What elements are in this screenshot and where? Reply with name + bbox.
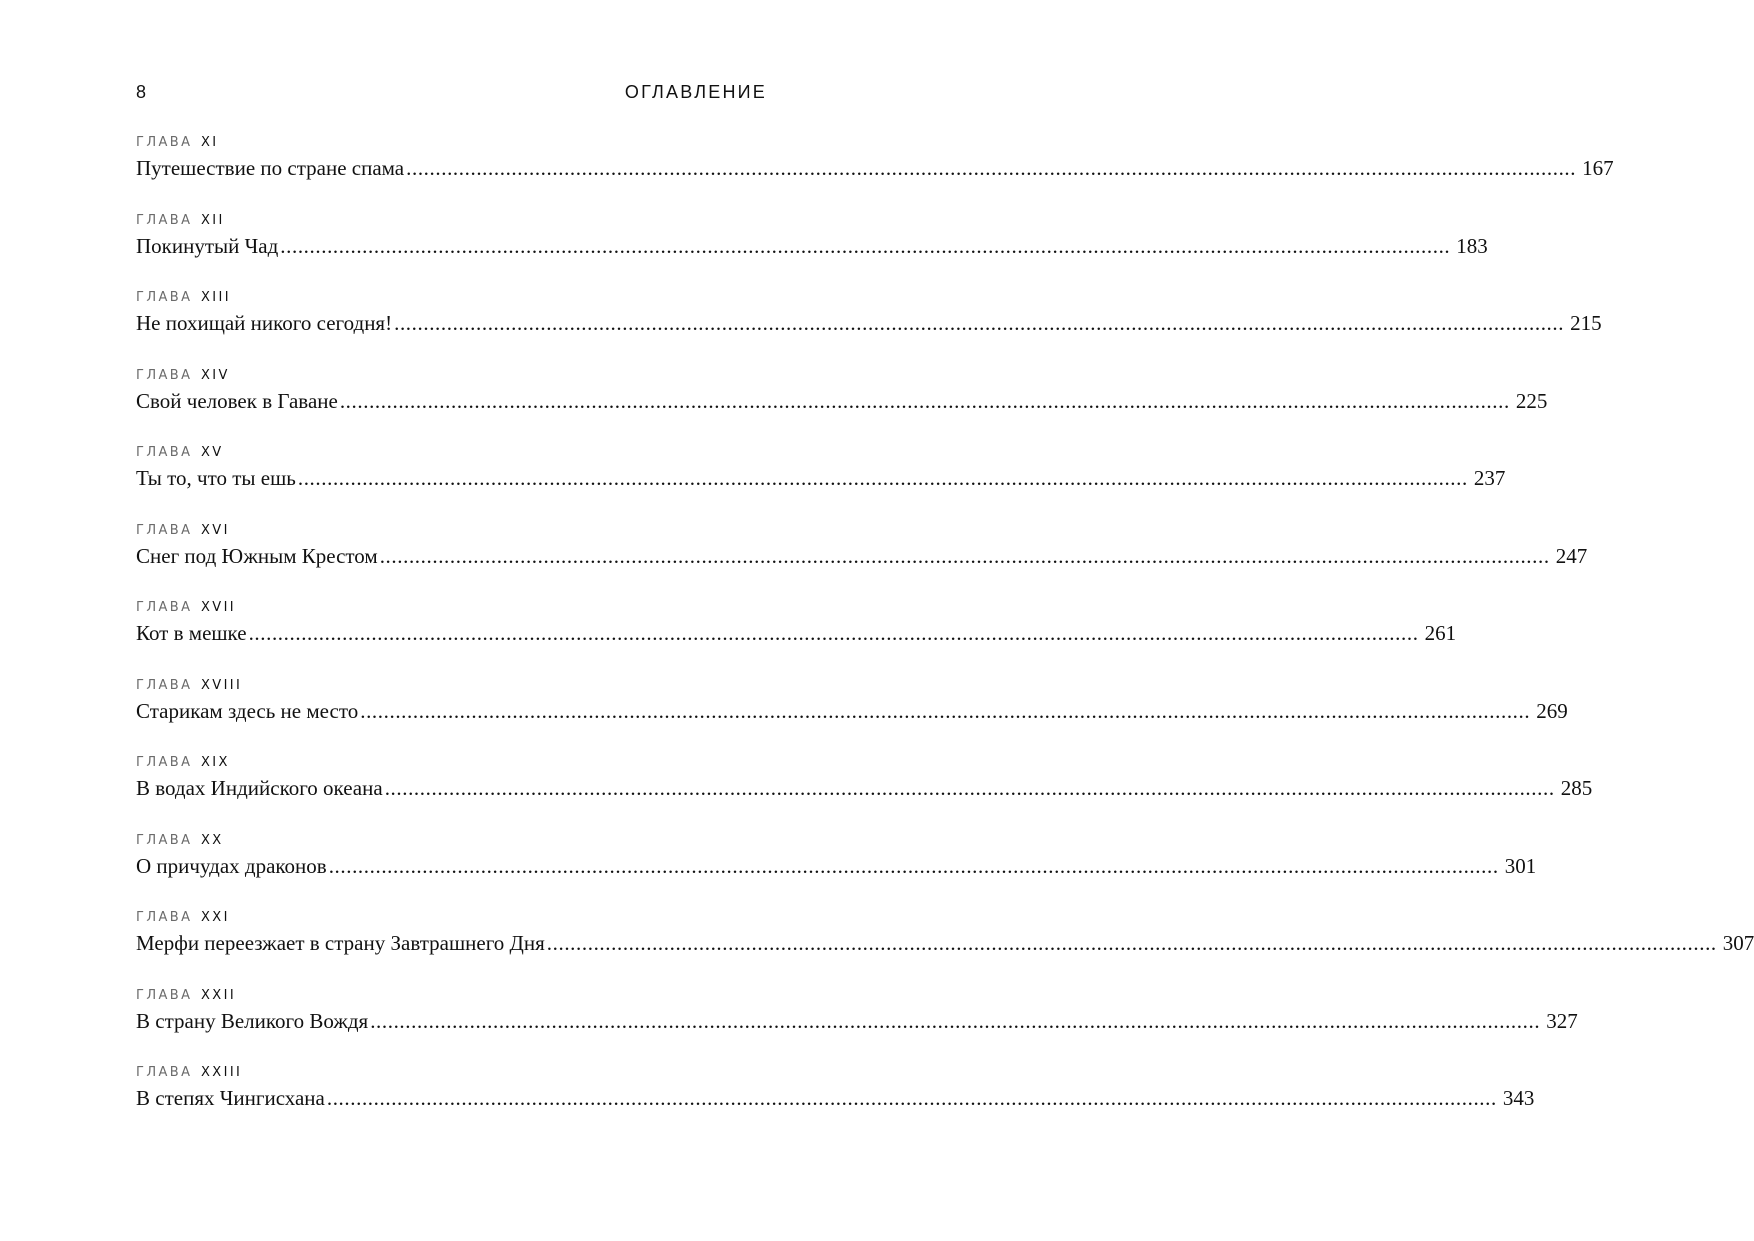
chapter-title: Ты то, что ты ешь: [136, 466, 296, 490]
toc-line: [136, 852, 1537, 880]
toc-entry[interactable]: [136, 443, 1506, 521]
chapter-page-number: 183: [1456, 233, 1488, 258]
chapter-title: Снег под Южным Крестом: [136, 543, 378, 568]
chapter-page-number: 269: [1536, 698, 1568, 723]
chapter-numeral: XX: [200, 832, 224, 848]
chapter-word: ГЛАВА: [136, 522, 193, 538]
chapter-title: Мерфи переезжает в страну Завтрашнего Дня: [136, 931, 545, 955]
dot-leader: ........................................................................................................................................................................................................: [326, 1086, 1497, 1110]
dot-leader: ........................................................................................................................................................................................................: [339, 388, 1510, 413]
chapter-label: [136, 1063, 242, 1083]
toc-line: [136, 542, 1588, 570]
toc-line: [136, 309, 1602, 337]
chapter-page-number: 225: [1515, 388, 1548, 413]
chapter-page-number: 285: [1560, 776, 1593, 800]
chapter-label: [136, 598, 236, 618]
toc-entry[interactable]: [136, 1063, 1535, 1141]
chapter-title: Не похищай никого сегодня!: [136, 311, 393, 335]
toc-entry[interactable]: [136, 986, 1578, 1064]
chapter-numeral: XVIII: [200, 677, 243, 693]
chapter-word: ГЛАВА: [136, 600, 193, 615]
toc-entry[interactable]: [136, 366, 1548, 444]
chapter-numeral: XXIII: [200, 1065, 243, 1080]
chapter-title: В водах Индийского океана: [136, 776, 383, 800]
chapter-label: [136, 676, 242, 696]
chapter-page-number: 215: [1570, 311, 1602, 335]
chapter-numeral: XXI: [200, 910, 230, 925]
chapter-label: [136, 831, 224, 851]
chapter-word: ГЛАВА: [136, 910, 193, 925]
chapter-page-number: 327: [1546, 1008, 1578, 1033]
table-of-contents: [136, 133, 1754, 1141]
page-number: 8: [136, 81, 147, 102]
toc-entry[interactable]: [136, 753, 1593, 831]
chapter-label: [136, 986, 236, 1006]
toc-entry[interactable]: [136, 521, 1588, 599]
chapter-title: О причудах драконов: [136, 853, 327, 878]
chapter-numeral: XI: [200, 135, 219, 150]
toc-line: [136, 697, 1568, 725]
chapter-label: [136, 133, 219, 153]
dot-leader: ........................................................................................................................................................................................................: [370, 1008, 1541, 1033]
chapter-numeral: XVII: [200, 600, 237, 615]
chapter-title: Старикам здесь не место: [136, 698, 359, 723]
chapter-title: Свой человек в Гаване: [136, 388, 338, 413]
chapter-label: [136, 753, 230, 773]
toc-line: [136, 774, 1593, 802]
toc-line: [136, 232, 1488, 260]
dot-leader: ........................................................................................................................................................................................................: [297, 466, 1468, 490]
dot-leader: ........................................................................................................................................................................................................: [328, 853, 1499, 878]
toc-entry[interactable]: [136, 288, 1602, 366]
chapter-page-number: 261: [1424, 621, 1457, 645]
chapter-label: [136, 366, 230, 386]
chapter-title: Путешествие по стране спама: [136, 156, 405, 180]
chapter-page-number: 343: [1502, 1086, 1535, 1110]
toc-line: [136, 929, 1754, 957]
toc-entry[interactable]: [136, 831, 1537, 909]
toc-entry[interactable]: [136, 211, 1488, 289]
dot-leader: ........................................................................................................................................................................................................: [248, 621, 1419, 645]
chapter-page-number: 247: [1555, 543, 1588, 568]
chapter-word: ГЛАВА: [136, 445, 193, 460]
chapter-word: ГЛАВА: [136, 677, 193, 693]
chapter-word: ГЛАВА: [136, 987, 193, 1003]
chapter-numeral: XV: [200, 445, 224, 460]
dot-leader: ........................................................................................................................................................................................................: [280, 233, 1451, 258]
chapter-word: ГЛАВА: [136, 135, 193, 150]
chapter-page-number: 167: [1582, 156, 1614, 180]
chapter-word: ГЛАВА: [136, 832, 193, 848]
chapter-page-number: 307: [1722, 931, 1754, 955]
chapter-title: Покинутый Чад: [136, 233, 279, 258]
chapter-page-number: 301: [1504, 853, 1537, 878]
chapter-title: В степях Чингисхана: [136, 1086, 325, 1110]
chapter-page-number: 237: [1473, 466, 1506, 490]
chapter-label: [136, 521, 230, 541]
chapter-title: В страну Великого Вождя: [136, 1008, 369, 1033]
toc-entry[interactable]: [136, 908, 1754, 986]
toc-line: [136, 154, 1614, 182]
chapter-numeral: XVI: [200, 522, 230, 538]
dot-leader: ........................................................................................................................................................................................................: [360, 698, 1531, 723]
dot-leader: ........................................................................................................................................................................................................: [394, 311, 1565, 335]
chapter-label: [136, 288, 231, 308]
chapter-numeral: XII: [200, 212, 225, 228]
toc-line: [136, 464, 1506, 492]
chapter-label: [136, 908, 230, 928]
chapter-numeral: XIX: [200, 755, 230, 770]
section-title: ОГЛАВЛЕНИЕ: [624, 81, 767, 102]
chapter-numeral: XIII: [200, 290, 231, 305]
chapter-word: ГЛАВА: [136, 1065, 193, 1080]
toc-line: [136, 619, 1457, 647]
page-header: [136, 79, 767, 105]
chapter-word: ГЛАВА: [136, 755, 193, 770]
chapter-title: Кот в мешке: [136, 621, 247, 645]
toc-line: [136, 387, 1548, 415]
chapter-numeral: XIV: [200, 367, 230, 383]
chapter-numeral: XXII: [200, 987, 237, 1003]
chapter-label: [136, 211, 225, 231]
dot-leader: ........................................................................................................................................................................................................: [406, 156, 1577, 180]
chapter-label: [136, 443, 224, 463]
dot-leader: ........................................................................................................................................................................................................: [546, 931, 1717, 955]
chapter-word: ГЛАВА: [136, 367, 193, 383]
dot-leader: ........................................................................................................................................................................................................: [379, 543, 1550, 568]
dot-leader: ........................................................................................................................................................................................................: [384, 776, 1555, 800]
chapter-word: ГЛАВА: [136, 290, 193, 305]
toc-line: [136, 1007, 1578, 1035]
chapter-word: ГЛАВА: [136, 212, 193, 228]
toc-entry[interactable]: [136, 676, 1568, 754]
toc-entry[interactable]: [136, 598, 1457, 676]
toc-line: [136, 1084, 1535, 1112]
toc-entry[interactable]: [136, 133, 1614, 211]
